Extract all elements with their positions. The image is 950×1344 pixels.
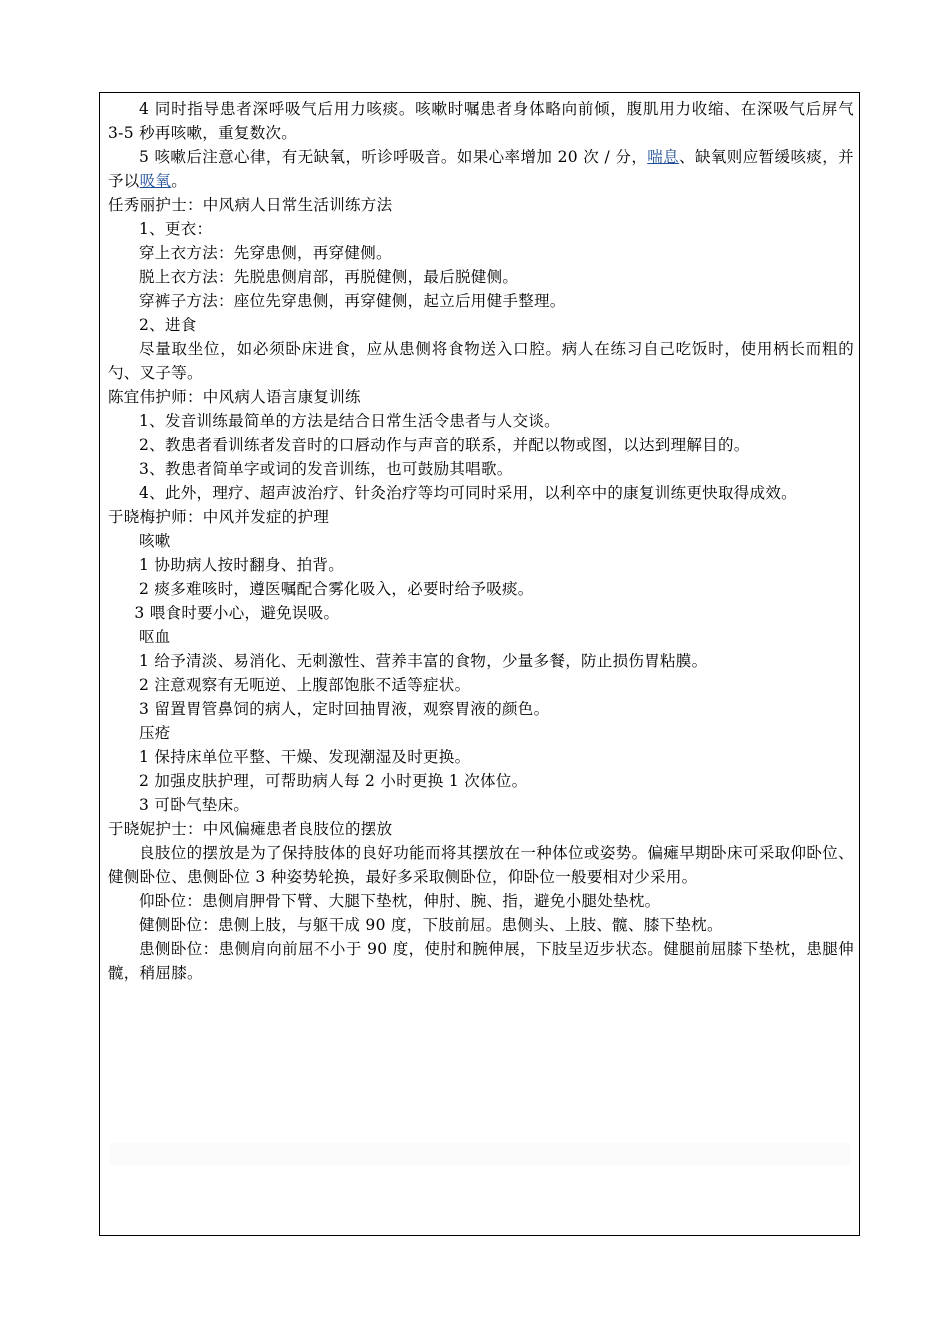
faded-band — [110, 1143, 850, 1165]
document-frame — [99, 92, 860, 1236]
link-xiyang[interactable]: 吸氧 — [139, 172, 172, 190]
paragraph: 4、此外，理疗、超声波治疗、针灸治疗等均可同时采用，以利卒中的康复训练更快取得成效。 — [139, 484, 797, 502]
paragraph: 咳嗽 — [139, 532, 171, 550]
paragraph: 3 留置胃管鼻饲的病人，定时回抽胃液，观察胃液的颜色。 — [139, 700, 550, 718]
paragraph: 2、进食 — [139, 316, 197, 334]
paragraph-text: 5 咳嗽后注意心律，有无缺氧，听诊呼吸音。如果心率增加 20 次 / 分， — [139, 148, 648, 166]
paragraph: 呕血 — [139, 628, 171, 646]
paragraph: 于晓妮护士：中风偏瘫患者良肢位的摆放 — [108, 820, 393, 838]
paragraph: 1、发音训练最简单的方法是结合日常生活令患者与人交谈。 — [139, 412, 560, 430]
paragraph-text: 、缺氧则应暂缓咳痰，并予以 — [108, 148, 854, 190]
paragraph — [108, 145, 854, 193]
paragraph: 仰卧位：患侧肩胛骨下臂、大腿下垫枕，伸肘、腕、指，避免小腿处垫枕。 — [139, 892, 661, 910]
paragraph: 1 协助病人按时翻身、拍背。 — [139, 556, 344, 574]
paragraph: 穿上衣方法：先穿患侧，再穿健侧。 — [139, 244, 392, 262]
link-chuanxi[interactable]: 喘息 — [647, 148, 680, 166]
paragraph: 健侧卧位：患侧上肢，与躯干成 90 度，下肢前屈。患侧头、上肢、髋、膝下垫枕。 — [139, 916, 723, 934]
paragraph: 2 注意观察有无呃逆、上腹部饱胀不适等症状。 — [139, 676, 471, 694]
paragraph: 3、教患者简单字或词的发音训练，也可鼓励其唱歌。 — [139, 460, 513, 478]
paragraph: 于晓梅护师：中风并发症的护理 — [108, 508, 330, 526]
document-body — [108, 97, 854, 985]
paragraph: 3 可卧气垫床。 — [139, 796, 250, 814]
paragraph: 4 同时指导患者深呼吸气后用力咳痰。咳嗽时嘱患者身体略向前倾，腹肌用力收缩、在深吸气后屏气 3-5 秒再咳嗽，重复数次。 — [108, 100, 854, 142]
paragraph: 2、教患者看训练者发音时的口唇动作与声音的联系，并配以物或图，以达到理解目的。 — [139, 436, 750, 454]
paragraph: 陈宜伟护师：中风病人语言康复训练 — [108, 388, 361, 406]
paragraph: 1 给予清淡、易消化、无刺激性、营养丰富的食物，少量多餐，防止损伤胃粘膜。 — [139, 652, 708, 670]
paragraph: 1、更衣： — [139, 220, 213, 238]
paragraph: 3 喂食时要小心，避免误吸。 — [134, 604, 340, 622]
paragraph: 压疮 — [139, 724, 171, 742]
paragraph: 1 保持床单位平整、干燥、发现潮湿及时更换。 — [139, 748, 471, 766]
paragraph: 尽量取坐位，如必须卧床进食，应从患侧将食物送入口腔。病人在练习自己吃饭时，使用柄长而粗的勺、叉子等。 — [108, 340, 854, 382]
paragraph: 脱上衣方法：先脱患侧肩部，再脱健侧，最后脱健侧。 — [139, 268, 519, 286]
paragraph: 2 痰多难咳时，遵医嘱配合雾化吸入，必要时给予吸痰。 — [139, 580, 534, 598]
paragraph: 良肢位的摆放是为了保持肢体的良好功能而将其摆放在一种体位或姿势。偏瘫早期卧床可采取仰卧位、健侧卧位、患侧卧位 3 种姿势轮换，最好多采取侧卧位，仰卧位一般要相对少采用。 — [108, 844, 854, 886]
paragraph: 2 加强皮肤护理，可帮助病人每 2 小时更换 1 次体位。 — [139, 772, 528, 790]
paragraph: 任秀丽护士：中风病人日常生活训练方法 — [108, 196, 393, 214]
paragraph: 穿裤子方法：座位先穿患侧，再穿健侧，起立后用健手整理。 — [139, 292, 566, 310]
paragraph-text: 。 — [171, 172, 188, 190]
paragraph: 患侧卧位：患侧肩向前屈不小于 90 度，使肘和腕伸展，下肢呈迈步状态。健腿前屈膝下垫枕，患腿伸髋，稍屈膝。 — [108, 940, 854, 982]
